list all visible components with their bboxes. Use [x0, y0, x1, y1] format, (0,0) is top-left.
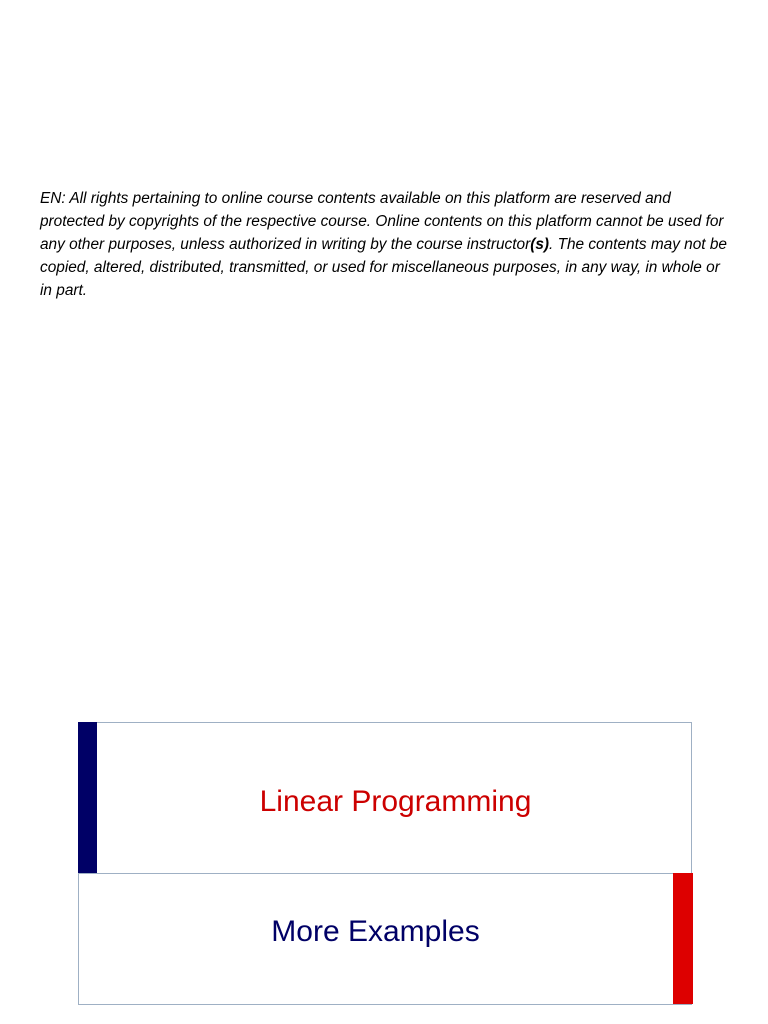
notice-text-part1: EN: All rights pertaining to online course contents available on this platform are reserved and protected by copyrights of the respective course. Online contents on this platform cannot be used for any other purposes, unless authorized in writing by the course instructor [40, 190, 724, 254]
left-accent-bar [78, 722, 97, 873]
copyright-notice [40, 187, 730, 302]
notice-text-emphasis: (s) [530, 236, 550, 254]
right-accent-bar [673, 873, 693, 1004]
notice-text-part2: . The contents may not be copied, altered, distributed, transmitted, or used for miscellaneous purposes, in any way, in whole or in part. [40, 236, 727, 300]
title-slide [78, 722, 693, 1005]
slide-title: Linear Programming [259, 785, 532, 818]
slide-subtitle: More Examples [271, 915, 480, 948]
